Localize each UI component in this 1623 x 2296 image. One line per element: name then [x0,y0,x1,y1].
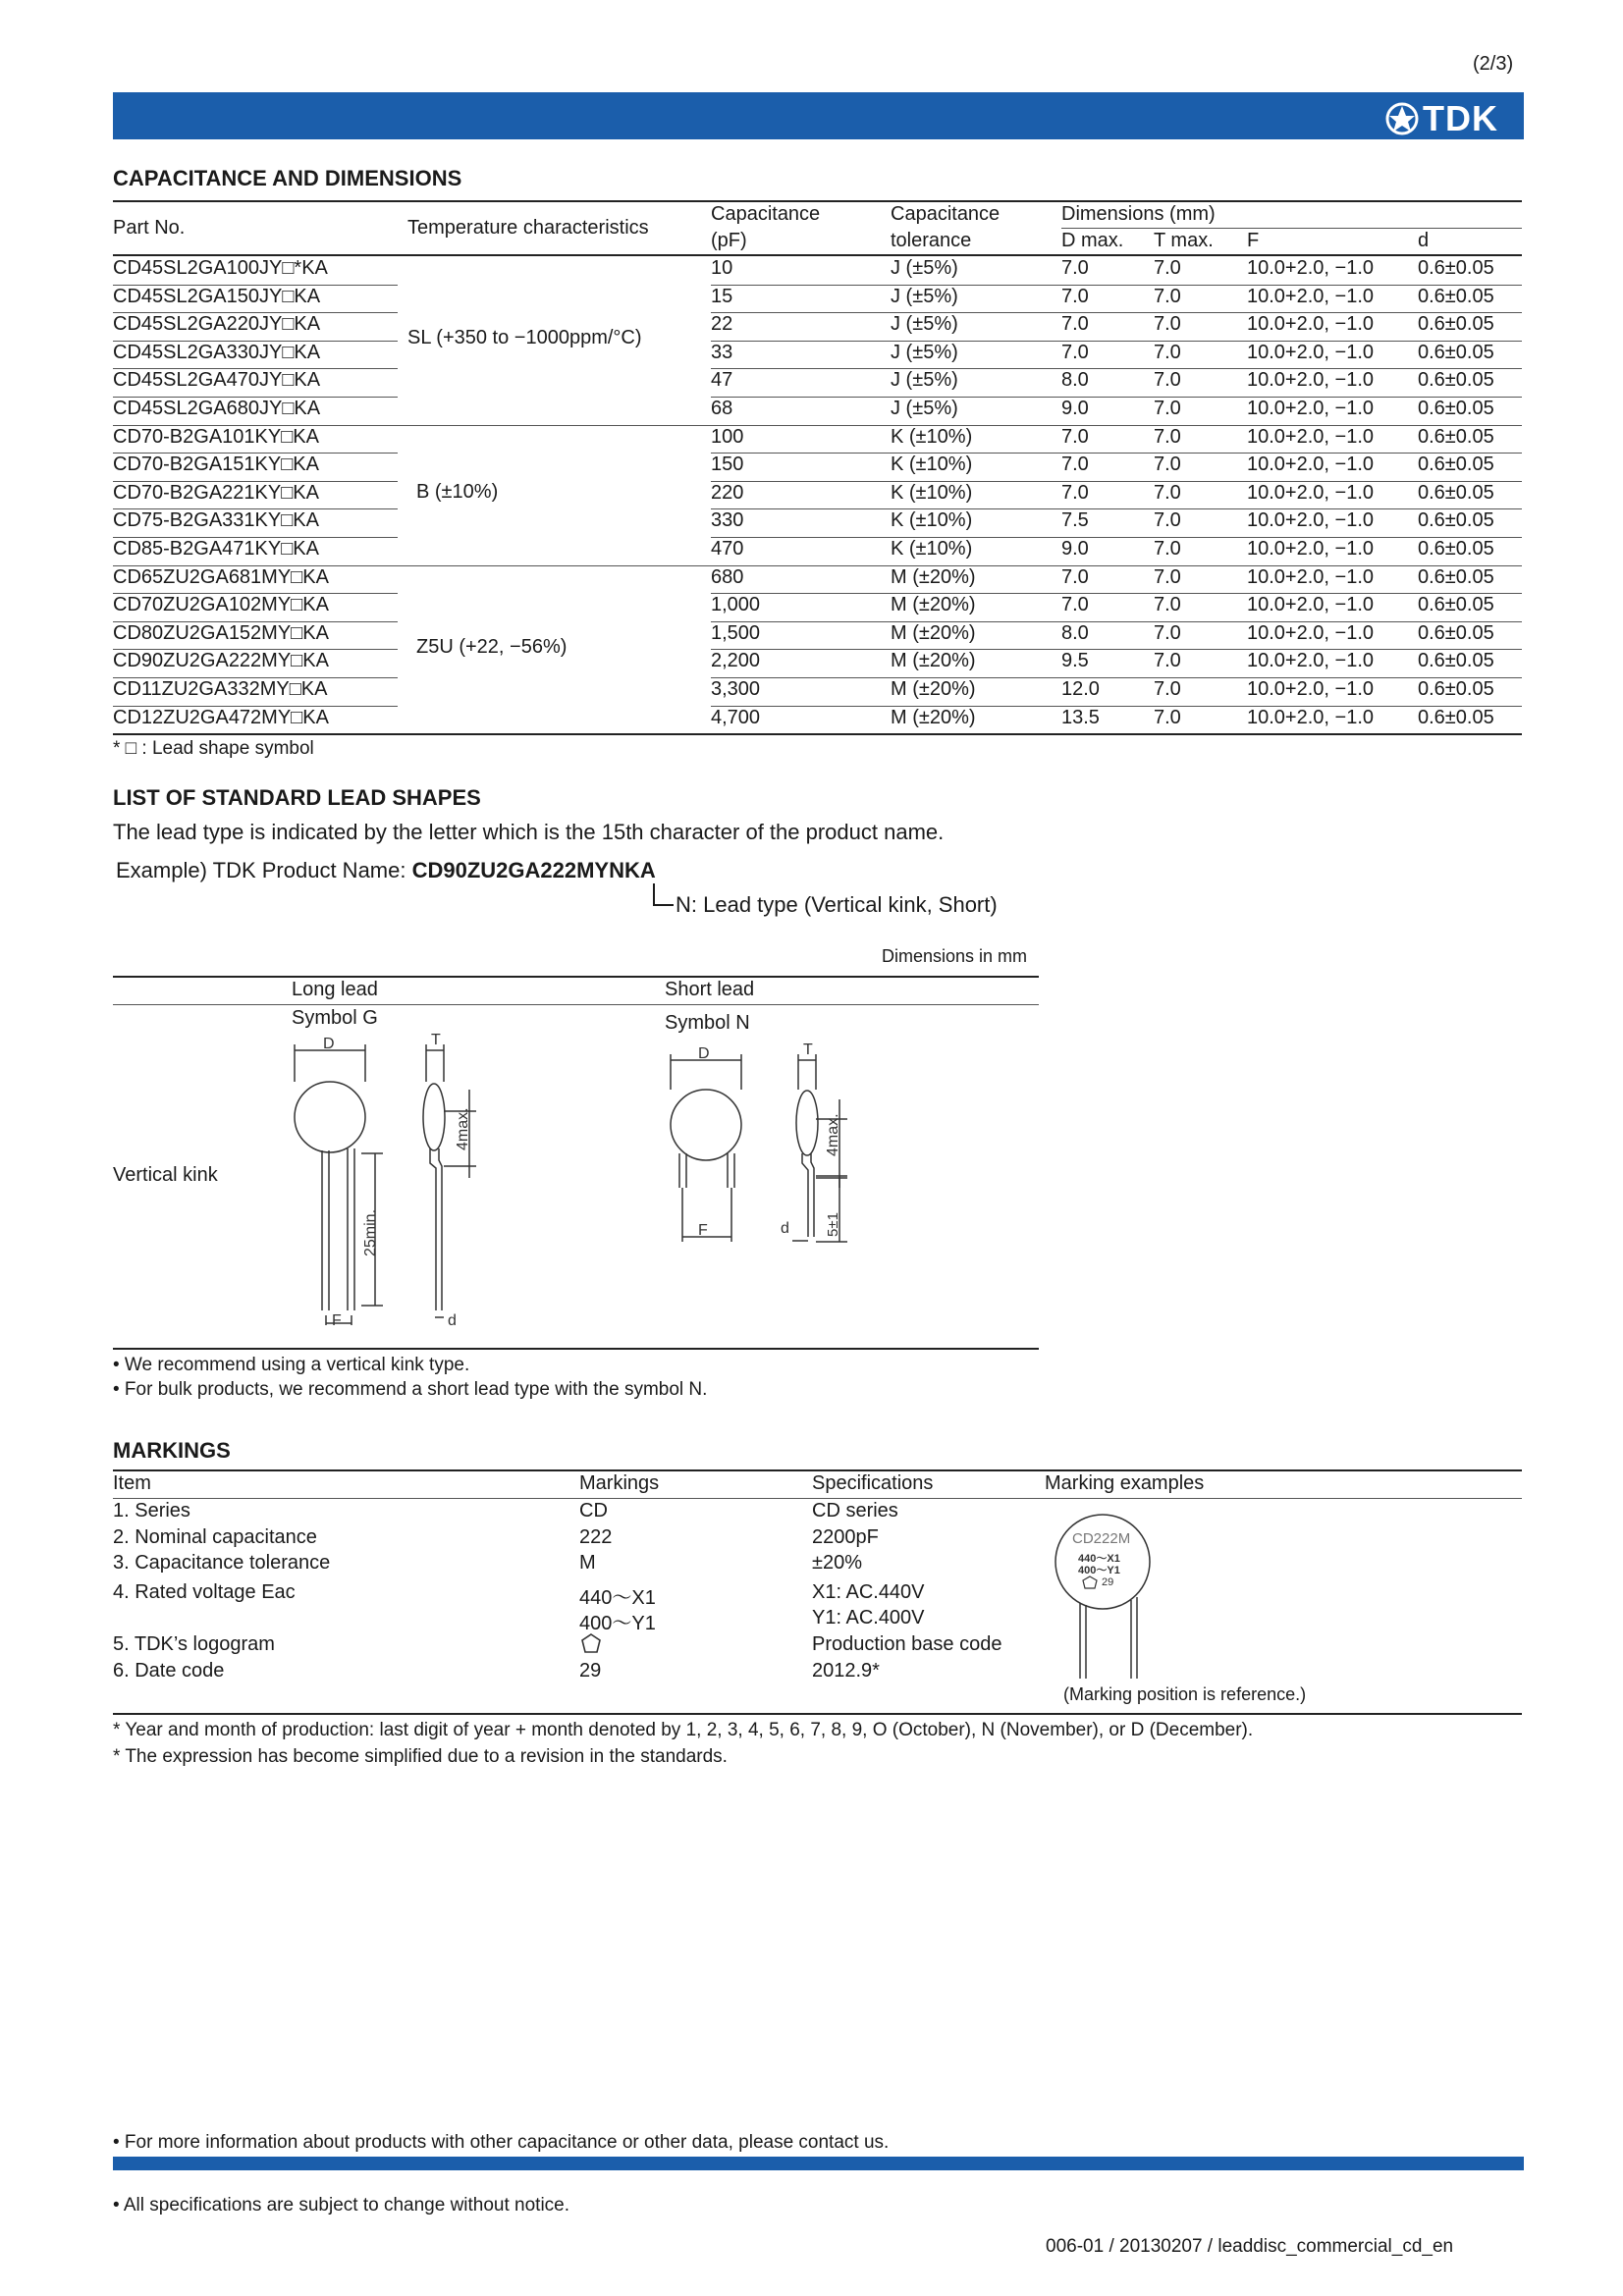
lead-header-rule [113,1004,1039,1005]
label-4max-short: 4max. [825,1113,841,1156]
cap-cell-capacitance: 68 [711,398,733,419]
capacitance-heading: CAPACITANCE AND DIMENSIONS [113,166,462,190]
cap-cell-tolerance: J (±5%) [891,257,958,279]
label-d-lower-short: d [781,1220,789,1237]
cap-cell-part-no: CD45SL2GA470JY□KA [113,369,321,392]
cap-cell-tolerance: M (±20%) [891,678,976,700]
header-bar [113,92,1524,139]
cap-cell-tolerance: J (±5%) [891,341,958,363]
lead-example-pointer [648,881,677,911]
cap-cell-f-dim: 10.0+2.0, −1.0 [1247,369,1375,392]
marking-item: 5. TDK’s logogram [113,1633,275,1655]
cap-cell-t-max: 7.0 [1154,285,1181,307]
cap-cell-tolerance: M (±20%) [891,565,976,588]
header-capacitance-unit: (pF) [711,230,747,251]
cap-cell-tolerance: M (±20%) [891,621,976,644]
cap-cell-tolerance: M (±20%) [891,706,976,728]
header-d: d [1418,230,1430,251]
cap-cell-t-max: 7.0 [1154,481,1181,504]
lead-table-bottom-rule [113,1348,1039,1350]
markings-bottom-rule [113,1713,1522,1715]
label-4max-long: 4max. [455,1107,471,1150]
label-d-lower-long: d [448,1312,457,1329]
header-f: F [1247,230,1260,251]
marking-spec: 2012.9* [812,1659,880,1682]
table-row-rule [711,677,1522,678]
label-5pm1: 5±1 [825,1212,841,1237]
cap-cell-capacitance: 1,000 [711,594,761,616]
cap-cell-part-no: CD65ZU2GA681MY□KA [113,565,329,588]
group-temp-sl: SL (+350 to −1000ppm/°C) [407,327,642,348]
cap-cell-capacitance: 33 [711,341,733,363]
markings-header-rule [113,1498,1522,1499]
cap-cell-tolerance: J (±5%) [891,285,958,307]
header-t-max: T max. [1154,230,1214,251]
table-bottom-rule [113,733,1522,735]
marking-mark: 400〜Y1 [579,1613,656,1635]
example-line-series: CD222M [1072,1530,1131,1547]
header-bottom-rule [113,254,1522,256]
cap-cell-capacitance: 470 [711,538,744,560]
cap-cell-d-max: 7.0 [1061,454,1089,476]
markings-header-spec: Specifications [812,1472,934,1494]
dims-unit: Dimensions in mm [882,946,1028,966]
cap-cell-capacitance: 220 [711,481,744,504]
table-row-rule [711,481,1522,482]
cap-cell-d-max: 9.0 [1061,398,1089,419]
cap-cell-d-dim: 0.6±0.05 [1418,650,1494,672]
label-d-upper: D [323,1036,335,1052]
cap-cell-f-dim: 10.0+2.0, −1.0 [1247,565,1375,588]
cap-cell-f-dim: 10.0+2.0, −1.0 [1247,454,1375,476]
header-d-max: D max. [1061,230,1124,251]
cap-cell-f-dim: 10.0+2.0, −1.0 [1247,398,1375,419]
cap-cell-d-dim: 0.6±0.05 [1418,481,1494,504]
cap-cell-d-max: 7.0 [1061,313,1089,336]
cap-cell-capacitance: 3,300 [711,678,761,700]
header-tolerance: Capacitance [891,203,1001,225]
cap-cell-part-no: CD70ZU2GA102MY□KA [113,594,329,616]
cap-cell-t-max: 7.0 [1154,398,1181,419]
lead-example-note: N: Lead type (Vertical kink, Short) [676,892,998,917]
cap-cell-f-dim: 10.0+2.0, −1.0 [1247,285,1375,307]
example-line-y1: 400〜Y1 [1078,1565,1120,1576]
cap-cell-part-no: CD80ZU2GA152MY□KA [113,621,329,644]
cap-cell-capacitance: 22 [711,313,733,336]
cap-cell-d-max: 9.0 [1061,538,1089,560]
cap-cell-part-no: CD70-B2GA151KY□KA [113,454,319,476]
markings-header-examples: Marking examples [1045,1472,1205,1494]
marking-spec: ±20% [812,1552,863,1575]
cap-cell-part-no: CD11ZU2GA332MY□KA [113,678,328,700]
cap-cell-d-dim: 0.6±0.05 [1418,257,1494,279]
long-lead-drawing [275,1031,511,1345]
marking-item: 3. Capacitance tolerance [113,1552,331,1575]
lead-intro: The lead type is indicated by the letter which is the 15th character of the product name. [113,820,945,844]
cap-cell-capacitance: 330 [711,509,744,532]
capacitance-footnote: * □ : Lead shape symbol [113,738,314,759]
cap-cell-d-max: 7.0 [1061,594,1089,616]
cap-cell-tolerance: K (±10%) [891,481,973,504]
marking-item: 1. Series [113,1500,190,1522]
cap-cell-part-no: CD45SL2GA680JY□KA [113,398,321,419]
cap-cell-d-dim: 0.6±0.05 [1418,285,1494,307]
cap-cell-tolerance: K (±10%) [891,509,973,532]
cap-cell-part-no: CD70-B2GA101KY□KA [113,425,319,448]
cap-cell-t-max: 7.0 [1154,621,1181,644]
header-tolerance-2: tolerance [891,230,972,251]
table-row-rule [711,312,1522,313]
cap-cell-part-no: CD85-B2GA471KY□KA [113,538,319,560]
header-dimensions: Dimensions (mm) [1061,203,1216,225]
markings-header-markings: Markings [579,1472,660,1494]
lead-note-1: • We recommend using a vertical kink type. [113,1355,470,1375]
cap-cell-t-max: 7.0 [1154,538,1181,560]
label-t-short: T [803,1041,813,1058]
marking-spec: Production base code [812,1633,1002,1655]
cap-cell-f-dim: 10.0+2.0, −1.0 [1247,509,1375,532]
markings-top-rule [113,1469,1522,1471]
cap-cell-d-dim: 0.6±0.05 [1418,509,1494,532]
footer-bar [113,2157,1524,2170]
vertical-kink-label: Vertical kink [113,1164,218,1186]
marking-mark: 29 [579,1659,602,1682]
cap-cell-d-max: 9.5 [1061,650,1089,672]
cap-cell-d-dim: 0.6±0.05 [1418,594,1494,616]
table-row-rule [711,706,1522,707]
cap-cell-t-max: 7.0 [1154,706,1181,728]
tdk-logo [1385,98,1498,139]
table-row-rule [711,368,1522,369]
label-f-long: F [332,1312,342,1329]
marking-mark: 440〜X1 [579,1586,656,1609]
cap-cell-d-dim: 0.6±0.05 [1418,565,1494,588]
table-row-rule [711,341,1522,342]
col-short-lead: Short lead [665,979,755,1000]
cap-cell-part-no: CD70-B2GA221KY□KA [113,481,319,504]
markings-footnote-1: * Year and month of production: last digit of year + month denoted by 1, 2, 3, 4, 5, 6, 7, 8, 9, O (October), N (November), or D (December). [113,1720,1254,1740]
table-top-rule [113,200,1522,202]
cap-cell-part-no: CD45SL2GA100JY□*KA [113,257,328,279]
cap-cell-d-dim: 0.6±0.05 [1418,621,1494,644]
cap-cell-t-max: 7.0 [1154,425,1181,448]
cap-cell-tolerance: J (±5%) [891,313,958,336]
marking-spec: 2200pF [812,1525,879,1548]
example-line-date: 29 [1102,1576,1114,1588]
cap-cell-f-dim: 10.0+2.0, −1.0 [1247,425,1375,448]
cap-cell-d-dim: 0.6±0.05 [1418,454,1494,476]
markings-heading: MARKINGS [113,1438,231,1463]
lead-note-2: • For bulk products, we recommend a short lead type with the symbol N. [113,1379,708,1400]
cap-cell-tolerance: K (±10%) [891,425,973,448]
cap-cell-part-no: CD45SL2GA220JY□KA [113,313,321,336]
cap-cell-d-max: 12.0 [1061,678,1100,700]
cap-cell-capacitance: 15 [711,285,733,307]
cap-cell-t-max: 7.0 [1154,313,1181,336]
document-code: 006-01 / 20130207 / leaddisc_commercial_cd_en [1046,2236,1454,2257]
cap-cell-f-dim: 10.0+2.0, −1.0 [1247,313,1375,336]
cap-cell-capacitance: 10 [711,257,733,279]
short-lead-drawing [653,1041,889,1266]
label-t-long: T [431,1032,441,1048]
cap-cell-f-dim: 10.0+2.0, −1.0 [1247,481,1375,504]
cap-cell-t-max: 7.0 [1154,509,1181,532]
table-row-rule [711,285,1522,286]
cap-cell-t-max: 7.0 [1154,369,1181,392]
cap-cell-d-max: 8.0 [1061,621,1089,644]
contact-note: • For more information about products with other capacitance or other data, please contact us. [113,2132,890,2153]
cap-cell-d-dim: 0.6±0.05 [1418,369,1494,392]
cap-cell-tolerance: M (±20%) [891,650,976,672]
cap-cell-tolerance: K (±10%) [891,538,973,560]
tdk-emblem-icon [1385,102,1419,135]
label-d-upper-short: D [698,1045,710,1062]
cap-cell-d-max: 7.0 [1061,481,1089,504]
cap-cell-tolerance: J (±5%) [891,369,958,392]
symbol-n: Symbol N [665,1012,750,1034]
cap-cell-part-no: CD12ZU2GA472MY□KA [113,706,329,728]
cap-cell-f-dim: 10.0+2.0, −1.0 [1247,538,1375,560]
dimensions-rule [1061,228,1522,229]
cap-cell-f-dim: 10.0+2.0, −1.0 [1247,650,1375,672]
cap-cell-d-max: 13.5 [1061,706,1100,728]
change-note: • All specifications are subject to change without notice. [113,2195,570,2216]
cap-cell-d-max: 7.0 [1061,341,1089,363]
cap-cell-part-no: CD45SL2GA150JY□KA [113,285,321,307]
cap-cell-part-no: CD75-B2GA331KY□KA [113,509,319,532]
header-part-no: Part No. [113,217,186,239]
cap-cell-d-dim: 0.6±0.05 [1418,678,1494,700]
symbol-g: Symbol G [292,1007,378,1029]
cap-cell-t-max: 7.0 [1154,594,1181,616]
cap-cell-part-no: CD90ZU2GA222MY□KA [113,650,329,672]
marking-spec: Y1: AC.400V [812,1607,925,1629]
tdk-logo-text: TDK [1423,98,1498,138]
cap-cell-d-max: 7.0 [1061,285,1089,307]
cap-cell-capacitance: 100 [711,425,744,448]
lead-example-prefix: Example) TDK Product Name: [116,858,412,882]
lead-example-name: CD90ZU2GA222MYNKA [411,858,656,882]
cap-cell-t-max: 7.0 [1154,257,1181,279]
marking-example-drawing [1041,1507,1168,1683]
cap-cell-capacitance: 47 [711,369,733,392]
marking-spec: X1: AC.440V [812,1580,925,1603]
tdk-logogram-icon [579,1632,603,1656]
cap-cell-tolerance: J (±5%) [891,398,958,419]
cap-cell-f-dim: 10.0+2.0, −1.0 [1247,257,1375,279]
cap-cell-d-max: 7.0 [1061,565,1089,588]
table-row-rule [711,453,1522,454]
marking-spec: CD series [812,1500,898,1522]
cap-cell-capacitance: 2,200 [711,650,761,672]
cap-cell-d-max: 7.0 [1061,425,1089,448]
cap-cell-tolerance: K (±10%) [891,454,973,476]
table-row-rule [711,397,1522,398]
table-row-rule [711,508,1522,509]
example-line-x1: 440〜X1 [1078,1553,1120,1565]
marking-mark: 222 [579,1525,613,1548]
cap-cell-d-dim: 0.6±0.05 [1418,313,1494,336]
label-25min: 25min. [362,1208,379,1256]
marking-item: 6. Date code [113,1659,225,1682]
cap-cell-f-dim: 10.0+2.0, −1.0 [1247,678,1375,700]
cap-cell-t-max: 7.0 [1154,678,1181,700]
cap-cell-d-dim: 0.6±0.05 [1418,425,1494,448]
cap-cell-t-max: 7.0 [1154,454,1181,476]
col-long-lead: Long lead [292,979,378,1000]
cap-cell-d-max: 7.5 [1061,509,1089,532]
header-temp: Temperature characteristics [407,217,649,239]
cap-cell-d-dim: 0.6±0.05 [1418,341,1494,363]
lead-example [116,858,656,883]
lead-table-top-rule [113,976,1039,978]
cap-cell-capacitance: 1,500 [711,621,761,644]
label-f-short: F [698,1222,708,1239]
cap-cell-t-max: 7.0 [1154,565,1181,588]
cap-cell-f-dim: 10.0+2.0, −1.0 [1247,706,1375,728]
marking-mark: CD [579,1500,608,1522]
table-row-rule [711,649,1522,650]
markings-header-item: Item [113,1472,151,1494]
cap-cell-d-dim: 0.6±0.05 [1418,706,1494,728]
marking-example-caption: (Marking position is reference.) [1063,1684,1307,1704]
cap-cell-t-max: 7.0 [1154,341,1181,363]
cap-cell-capacitance: 150 [711,454,744,476]
lead-heading: LIST OF STANDARD LEAD SHAPES [113,785,481,810]
table-row-rule [711,621,1522,622]
header-capacitance: Capacitance [711,203,821,225]
group-temp-z5u: Z5U (+22, −56%) [416,636,568,658]
cap-cell-d-dim: 0.6±0.05 [1418,398,1494,419]
cap-cell-d-max: 7.0 [1061,257,1089,279]
cap-cell-tolerance: M (±20%) [891,594,976,616]
markings-footnote-2: * The expression has become simplified due to a revision in the standards. [113,1746,728,1767]
cap-cell-d-max: 8.0 [1061,369,1089,392]
cap-cell-f-dim: 10.0+2.0, −1.0 [1247,341,1375,363]
group-temp-b: B (±10%) [416,481,499,503]
cap-cell-capacitance: 680 [711,565,744,588]
page-number: (2/3) [1473,53,1514,75]
table-row-rule [711,593,1522,594]
marking-item: 4. Rated voltage Eac [113,1580,296,1603]
cap-cell-t-max: 7.0 [1154,650,1181,672]
marking-mark: M [579,1552,596,1575]
cap-cell-f-dim: 10.0+2.0, −1.0 [1247,621,1375,644]
marking-item: 2. Nominal capacitance [113,1525,317,1548]
table-row-rule [711,537,1522,538]
cap-cell-d-dim: 0.6±0.05 [1418,538,1494,560]
cap-cell-part-no: CD45SL2GA330JY□KA [113,341,321,363]
cap-cell-capacitance: 4,700 [711,706,761,728]
cap-cell-f-dim: 10.0+2.0, −1.0 [1247,594,1375,616]
